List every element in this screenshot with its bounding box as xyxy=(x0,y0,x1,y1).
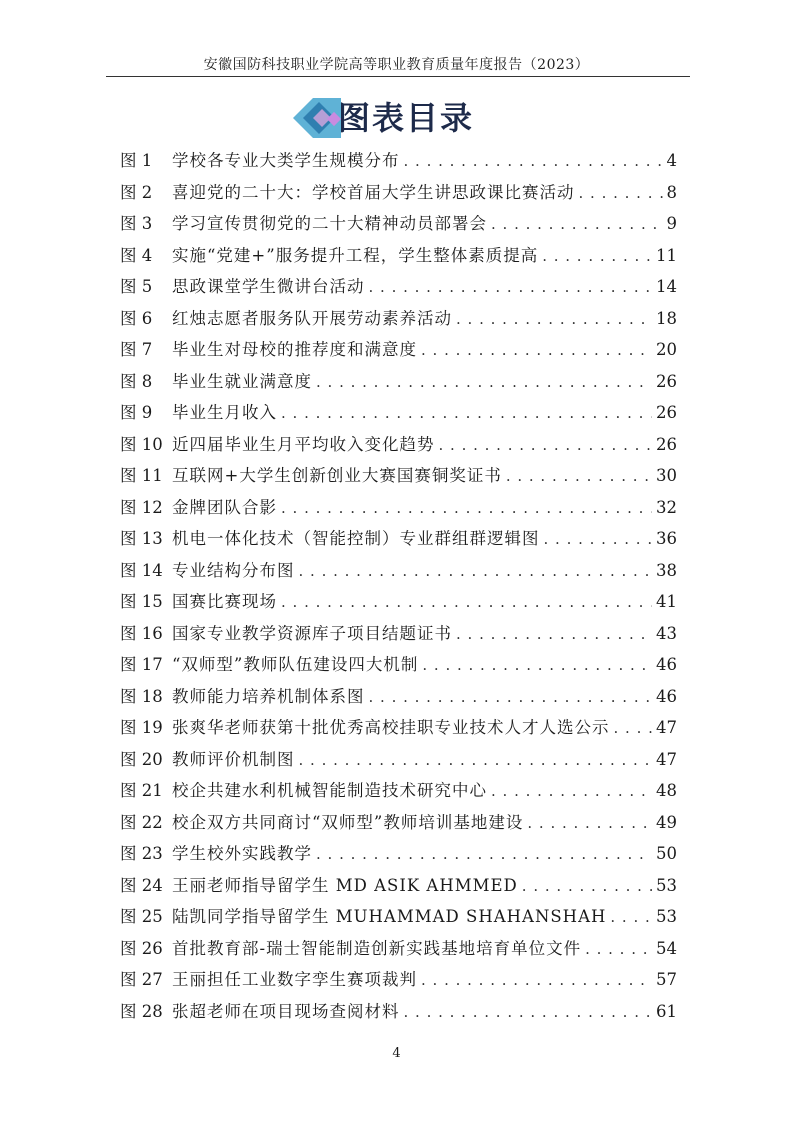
toc-title: 图表目录 xyxy=(338,99,475,137)
figure-caption: 学校各专业大类学生规模分布 xyxy=(172,151,400,170)
page-ref: 49 xyxy=(656,812,677,832)
page-ref: 32 xyxy=(656,497,677,517)
figure-caption: 专业结构分布图 xyxy=(172,560,295,580)
dot-leader xyxy=(421,965,652,997)
dot-leader xyxy=(404,997,653,1029)
dot-leader xyxy=(281,398,652,430)
dot-leader xyxy=(299,745,653,777)
dot-leader xyxy=(542,241,652,273)
page-ref: 26 xyxy=(656,434,677,454)
page-ref: 26 xyxy=(656,403,677,422)
figure-number: 图 18 xyxy=(120,686,163,706)
figure-number: 图 2 xyxy=(120,182,153,202)
dot-leader xyxy=(506,461,652,493)
figure-caption: 国家专业教学资源库子项目结题证书 xyxy=(172,623,452,643)
page-ref: 8 xyxy=(666,182,677,202)
figure-number: 图 6 xyxy=(120,308,153,328)
figure-caption: “双师型”教师队伍建设四大机制 xyxy=(172,655,419,674)
dot-leader xyxy=(579,178,663,210)
dot-leader xyxy=(369,272,653,304)
page-ref: 30 xyxy=(656,466,677,485)
toc-entry[interactable] xyxy=(120,807,677,839)
figure-number: 图 5 xyxy=(120,277,153,296)
page-ref: 47 xyxy=(656,718,677,737)
toc-entry[interactable] xyxy=(120,492,677,524)
page-ref: 11 xyxy=(656,245,677,265)
dot-leader xyxy=(316,367,652,399)
page-ref: 53 xyxy=(656,907,677,926)
page-ref: 43 xyxy=(656,623,677,643)
figure-number: 图 3 xyxy=(120,214,153,233)
figure-caption: 红烛志愿者服务队开展劳动素养活动 xyxy=(172,308,452,328)
figure-caption: 校企共建水利机械智能制造技术研究中心 xyxy=(172,781,487,800)
figure-number: 图 20 xyxy=(120,749,163,769)
toc-entry[interactable] xyxy=(120,901,677,933)
toc-entry[interactable] xyxy=(120,366,677,398)
figure-caption: 教师能力培养机制体系图 xyxy=(172,686,365,706)
figure-number: 图 11 xyxy=(120,466,163,485)
figure-caption: 学习宣传贯彻党的二十大精神动员部署会 xyxy=(172,214,487,233)
figure-caption: 互联网+大学生创新创业大赛国赛铜奖证书 xyxy=(172,466,502,485)
page-ref: 47 xyxy=(656,749,677,769)
page-ref: 41 xyxy=(656,592,677,611)
dot-leader xyxy=(527,808,652,840)
figure-number: 图 28 xyxy=(120,1001,163,1021)
page-ref: 46 xyxy=(656,686,677,706)
figure-number: 图 12 xyxy=(120,497,163,517)
toc-entry[interactable] xyxy=(120,334,677,366)
figure-caption: 机电一体化技术（智能控制）专业群组群逻辑图 xyxy=(172,529,540,548)
page-ref: 50 xyxy=(656,844,677,863)
figure-caption: 毕业生就业满意度 xyxy=(172,371,312,391)
toc-entry[interactable] xyxy=(120,460,677,492)
toc-entry[interactable] xyxy=(120,586,677,618)
figure-number: 图 21 xyxy=(120,781,163,800)
page-ref: 53 xyxy=(656,875,677,895)
figure-caption: 喜迎党的二十大：学校首届大学生讲思政课比赛活动 xyxy=(172,182,575,202)
page-ref: 46 xyxy=(656,655,677,674)
toc-entry[interactable] xyxy=(120,838,677,870)
page-ref: 26 xyxy=(656,371,677,391)
figure-number: 图 10 xyxy=(120,434,163,454)
toc-entry[interactable] xyxy=(120,271,677,303)
figure-caption: 首批教育部-瑞士智能制造创新实践基地培育单位文件 xyxy=(172,938,582,958)
figure-number: 图 14 xyxy=(120,560,163,580)
page-ref: 20 xyxy=(656,340,677,359)
dot-leader xyxy=(456,304,652,336)
figure-number: 图 8 xyxy=(120,371,153,391)
page-ref: 61 xyxy=(656,1001,677,1021)
figure-number: 图 27 xyxy=(120,970,163,989)
dot-leader xyxy=(316,839,652,871)
toc-entry[interactable] xyxy=(120,649,677,681)
page-ref: 18 xyxy=(656,308,677,328)
figure-list xyxy=(120,145,677,1027)
figure-caption: 张超老师在项目现场查阅材料 xyxy=(172,1001,400,1021)
page-ref: 57 xyxy=(656,970,677,989)
dot-leader xyxy=(491,209,663,241)
figure-caption: 国赛比赛现场 xyxy=(172,592,277,611)
page-number: 4 xyxy=(392,1046,401,1061)
toc-entry[interactable] xyxy=(120,996,677,1028)
toc-entry[interactable] xyxy=(120,429,677,461)
page-ref: 48 xyxy=(656,781,677,800)
toc-entry[interactable] xyxy=(120,712,677,744)
dot-leader xyxy=(491,776,652,808)
figure-caption: 毕业生月收入 xyxy=(172,403,277,422)
figure-number: 图 16 xyxy=(120,623,163,643)
figure-number: 图 1 xyxy=(120,151,153,170)
figure-number: 图 22 xyxy=(120,812,163,832)
dot-leader xyxy=(456,619,652,651)
toc-entry[interactable] xyxy=(120,555,677,587)
dot-leader xyxy=(522,871,652,903)
figure-number: 图 26 xyxy=(120,938,163,958)
page-ref: 38 xyxy=(656,560,677,580)
dot-leader xyxy=(544,524,653,556)
figure-number: 图 17 xyxy=(120,655,163,674)
figure-caption: 王丽担任工业数字孪生赛项裁判 xyxy=(172,970,417,989)
dot-leader xyxy=(439,430,653,462)
dot-leader xyxy=(404,146,663,178)
dot-leader xyxy=(281,493,652,525)
toc-entry[interactable] xyxy=(120,870,677,902)
figure-caption: 毕业生对母校的推荐度和满意度 xyxy=(172,340,417,359)
figure-caption: 金牌团队合影 xyxy=(172,497,277,517)
toc-entry[interactable] xyxy=(120,397,677,429)
toc-entry[interactable] xyxy=(120,240,677,272)
figure-number: 图 15 xyxy=(120,592,163,611)
figure-number: 图 4 xyxy=(120,245,153,265)
figure-caption: 学生校外实践教学 xyxy=(172,844,312,863)
figure-caption: 张爽华老师获第十批优秀高校挂职专业技术人才人选公示 xyxy=(172,718,610,737)
page-ref: 14 xyxy=(656,277,677,296)
dot-leader xyxy=(422,650,652,682)
toc-entry[interactable] xyxy=(120,177,677,209)
figure-caption: 近四届毕业生月平均收入变化趋势 xyxy=(172,434,435,454)
toc-entry[interactable] xyxy=(120,618,677,650)
figure-number: 图 25 xyxy=(120,907,163,926)
toc-entry[interactable] xyxy=(120,681,677,713)
page-ref: 4 xyxy=(666,151,677,170)
figure-caption: 教师评价机制图 xyxy=(172,749,295,769)
dot-leader xyxy=(299,556,653,588)
figure-number: 图 23 xyxy=(120,844,163,863)
toc-entry[interactable] xyxy=(120,744,677,776)
header-rule xyxy=(106,76,690,77)
title-block xyxy=(0,92,793,144)
running-header: 安徽国防科技职业学院高等职业教育质量年度报告（2023） xyxy=(203,57,590,73)
figure-caption: 陆凯同学指导留学生 MUHAMMAD SHAHANSHAH xyxy=(172,907,607,926)
dot-leader xyxy=(585,934,652,966)
dot-leader xyxy=(421,335,652,367)
figure-number: 图 7 xyxy=(120,340,153,359)
figure-caption: 校企双方共同商讨“双师型”教师培训基地建设 xyxy=(172,812,524,832)
toc-entry[interactable] xyxy=(120,208,677,240)
figure-number: 图 19 xyxy=(120,718,163,737)
toc-entry[interactable] xyxy=(120,775,677,807)
dot-leader xyxy=(610,902,652,934)
figure-number: 图 13 xyxy=(120,529,163,548)
page-ref: 9 xyxy=(666,214,677,233)
dot-leader xyxy=(369,682,653,714)
figure-number: 图 24 xyxy=(120,875,163,895)
figure-caption: 实施“党建+”服务提升工程，学生整体素质提高 xyxy=(172,245,539,265)
dot-leader xyxy=(281,587,652,619)
page-ref: 36 xyxy=(656,529,677,548)
toc-entry[interactable] xyxy=(120,933,677,965)
toc-entry[interactable] xyxy=(120,145,677,177)
toc-entry[interactable] xyxy=(120,303,677,335)
figure-caption: 思政课堂学生微讲台活动 xyxy=(172,277,365,296)
figure-caption: 王丽老师指导留学生 MD ASIK AHMMED xyxy=(172,875,518,895)
figure-number: 图 9 xyxy=(120,403,153,422)
page-ref: 54 xyxy=(656,938,677,958)
toc-entry[interactable] xyxy=(120,523,677,555)
dot-leader xyxy=(614,713,653,745)
toc-entry[interactable] xyxy=(120,964,677,996)
